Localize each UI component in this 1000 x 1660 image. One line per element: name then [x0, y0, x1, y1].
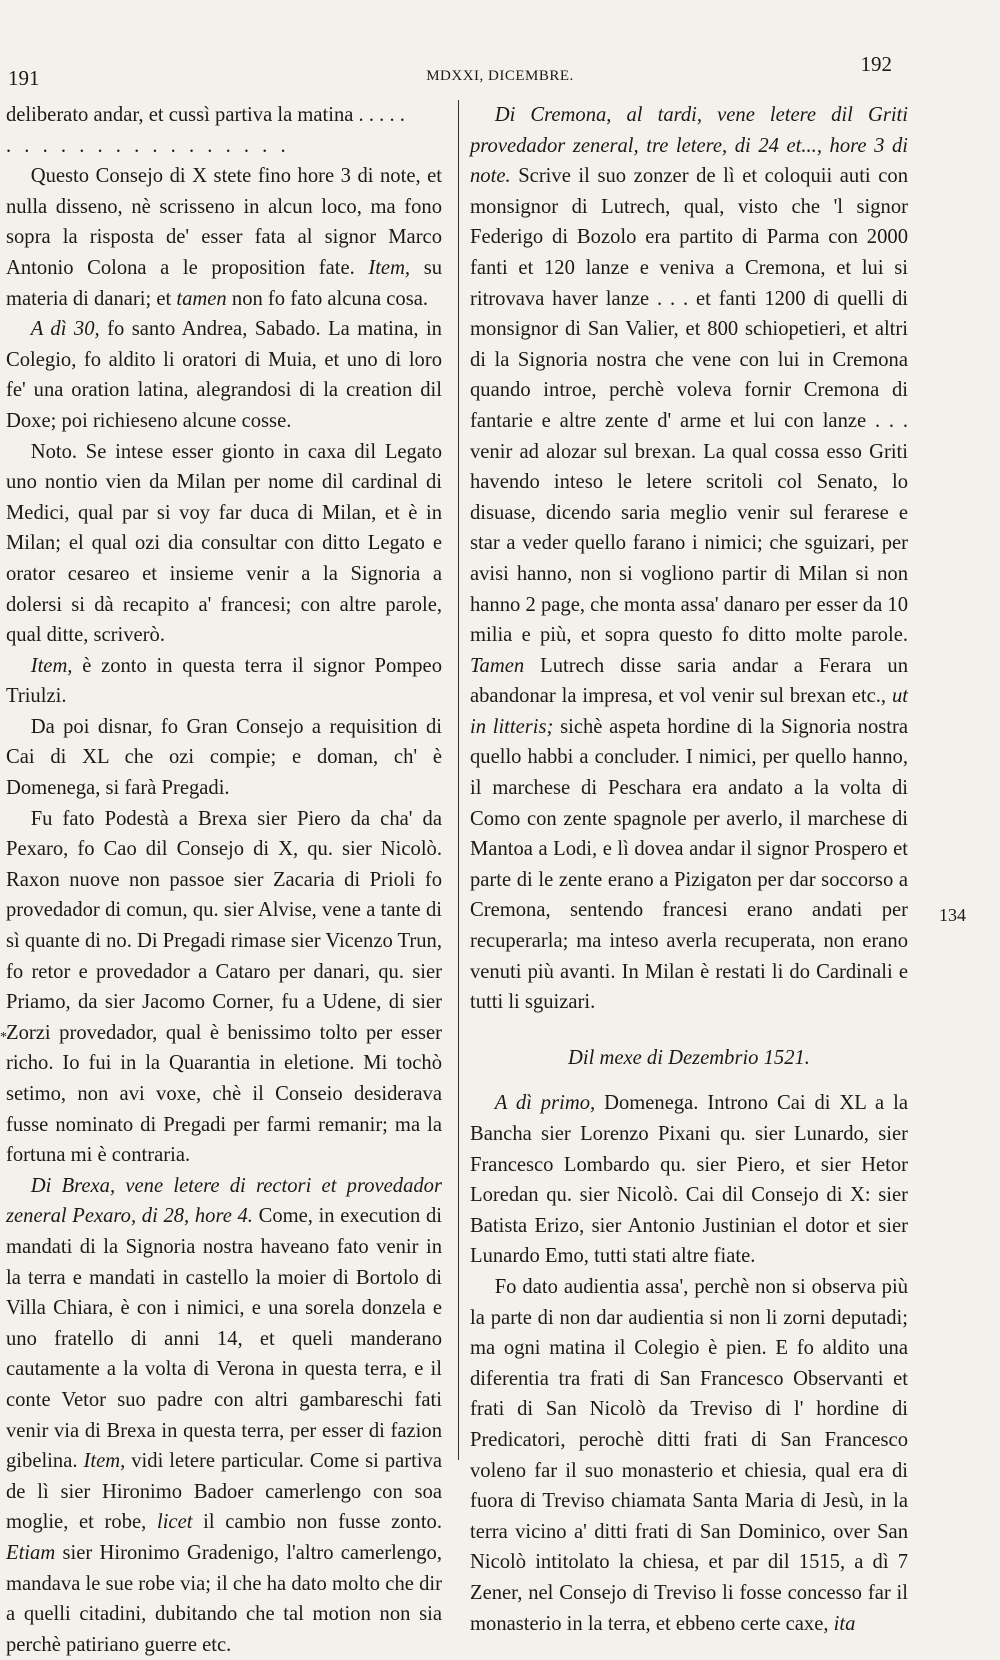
- column-divider: [458, 100, 459, 1460]
- paragraph: Di Cremona, al tardi, vene letere dil Griti provedador zeneral, tre letere, di 24 et..., hore 3 di note. Scrive il suo zonzer de lì et coloquii auti con monsignor di Lutrech, qual, visto che 'l signor Federigo di Bozolo era partito di Parma con 2000 fanti et 120 lanze e veniva a Cremona, et lui si ritrovava haver lanze . . . et fanti 1200 di quelli di monsignor di San Valier, et 800 schiopetieri, et altri di la Signoria nostra che vene con lui in Cremona quando introe, perchè voleva fornir Cremona di fantarie e altre zente d' arme et lui con lanze . . . venir ad alozar sul brexan. La qual cossa esso Griti havendo inteso le letere scritoli col Senato, lo disuase, dicendo saria meglio venir sul ferarese e star a veder quello farano i nimici; che sguizari, per avisi hanno, non si vogliono partir di Milan si non hanno 2 page, che monta assa' danaro per esser da 10 milia e più, et sopra questo fo ditto molte parole. Tamen Lutrech disse saria andar a Ferara un abandonar la impresa, et vol venir sul brexan etc., ut in litteris; sichè aspeta hordine di la Signoria nostra quello habbi a concluder. I nimici, per quello hanno, il marchese di Peschara era andato a la volta di Como con zente spagnole per averlo, il marchese di Mantoa a Lodi, e lì dovea andar il signor Prospero et parte di le zente erano a Pizigaton per dar soccorso a Cremona, sentendo francesi erano andati per recuperarla; ma inteso averla recuperata, non erano venuti più avanti. In Milan è restati li do Cardinali e tutti li sguizari.: [470, 104, 909, 1014]
- section-heading: Dil mexe di Dezembrio 1521.: [568, 1046, 810, 1069]
- right-column: [470, 100, 908, 1639]
- paragraph: Fo dato audientia assa', perchè non si observa più la parte di non dar audientia si non li zorni deputadi; ma ogni matina il Colegio è pien. E fo aldito una diferentia tra frati di San Francesco Observanti et frati di San Nicolò da Treviso di l' hordine di Predicatori, perochè ditti frati di San Francesco voleno far il suo monasterio et chiesia, qual era di fuora di Treviso chiamata Santa Maria di Jesù, in la terra vicino a' ditti frati di San Dominico, over San Nicolò intitolato la chiesa, et par dil 1515, a dì 7 Zener, nel Consejo di Treviso li fosse concesso far il monasterio in la terra, et ebbeno certe caxe, ita: [470, 1275, 908, 1635]
- paragraph: deliberato andar, et cussì partiva la matina . . . . .: [6, 104, 405, 126]
- paragraph: Questo Consejo di X stete fino hore 3 di note, et nulla disseno, nè scrisseno in alcun loco, ma fono sopra la risposta de' esser fata al signor Marco Antonio Colona a le proposition fate. Item, su materia di danari; et tamen non fo fato alcuna cosa.: [6, 165, 442, 310]
- paragraph: Fu fato Podestà a Brexa sier Piero da cha' da Pexaro, fo Cao dil Consejo di X, qu. sier Nicolò. Raxon nuove non passoe sier Zacaria di Prioli fo provedador di comun, qu. sier Alvise, vene a tante di sì quante di no. Di Pregadi rimase sier Vicenzo Trun, fo retor e provedador a Cataro per danari, qu. sier Priamo, da sier Jacomo Corner, fu a Udene, di sier Zorzi provedador, qual è benissimo tolto per esser richo. Io fui in la Quarantia in eletione. Mi tochò setimo, non avi voxe, chè il Conseio desiderava fusse nominato di Pregadi per farmi remanir; ma la fortuna mi è contraria.: [6, 807, 442, 1167]
- page-number-right: 192: [860, 52, 892, 76]
- paragraph: Da poi disnar, fo Gran Consejo a requisition di Cai di XL che ozi compie; e doman, ch' è Domenega, si farà Pregadi.: [6, 715, 442, 800]
- page-number-left: 191: [8, 66, 40, 90]
- left-column: [6, 100, 442, 1660]
- paragraph: Noto. Se intese esser gionto in caxa dil Legato uno nontio vien da Milan per nome dil cardinal di Medici, qual par si voy far duca di Milan, et è in Milan; el qual ozi dia consultar con ditto Legato e orator cesareo et insieme venir a la Signoria a dolersi si dà recapito a' francesi; con altre parole, qual ditte, scriverò.: [6, 440, 442, 647]
- paragraph: A dì 30, fo santo Andrea, Sabado. La matina, in Colegio, fo aldito li oratori di Muia, et uno di loro fe' una oration latina, alegrandosi di la creation dil Doxe; poi richieseno alcune cosse.: [6, 318, 442, 432]
- margin-note-number: 134: [939, 905, 966, 925]
- paragraph: Item, è zonto in questa terra il signor Pompeo Triulzi.: [6, 654, 442, 708]
- paragraph: A dì primo, Domenega. Introno Cai di XL a la Bancha sier Lorenzo Pixani qu. sier Lunardo, sier Francesco Lombardo qu. sier Piero, et sier Hetor Loredan qu. sier Nicolò. Cai dil Consejo di X: sier Batista Erizo, sier Antonio Justinian el dotor et sier Lunardo Emo, tutti stati altre fiate.: [470, 1092, 908, 1268]
- paragraph: Di Brexa, vene letere di rectori et provedador zeneral Pexaro, di 28, hore 4. Come, in execution di mandati di la Signoria nostra haveano fato venir in la terra e mandati in castello la moier di Bortolo di Villa Chiara, è con i nimici, e una sorela donzela e uno fratello di anni 14, et queli manderano cautamente a la volta di Verona in questa terra, e il conte Vetor suo padre con altri gambareschi fati venir via di Brexa in questa terra, per esser di fazion gibelina. Item, vidi letere particular. Come si partiva de lì sier Hironimo Badoer camerlengo con soa moglie, et robe, licet il cambio non fusse zonto. Etiam sier Hironimo Gradenigo, l'altro camerlengo, mandava le sue robe via; il che ha dato molto che dir a quelli citadini, dubitando che tal motion non sia perchè patiriano guerre etc.: [6, 1174, 442, 1656]
- ellipsis-line: . . . . . . . . . . . . . . . .: [6, 134, 290, 157]
- page-header: [0, 52, 1000, 90]
- margin-asterisk: *: [0, 1030, 7, 1045]
- running-title: MDXXI, DICEMBRE.: [426, 68, 574, 84]
